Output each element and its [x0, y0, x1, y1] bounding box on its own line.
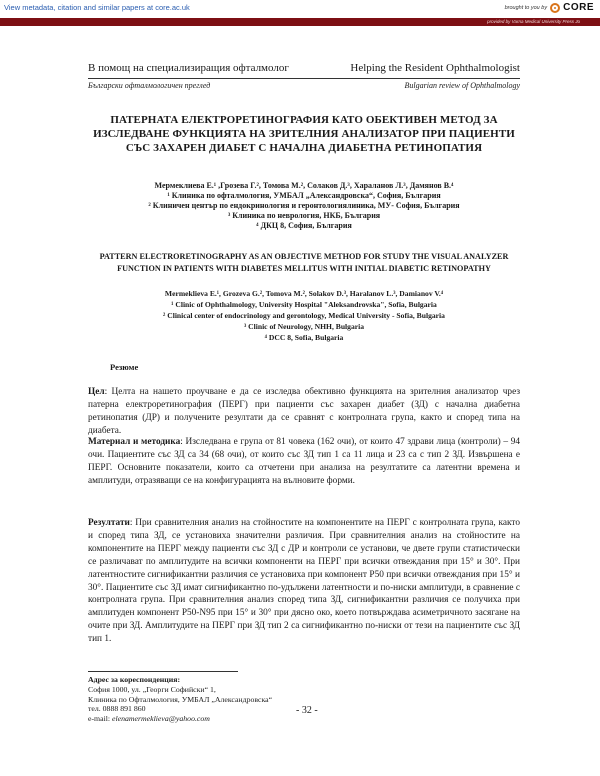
authors-bulgarian-block: [88, 181, 520, 231]
results-text: : При сравнителния анализ на стойностите на компонентите на ПЕРГ с контролната група, както и според типа ЗД, се установиха значителни различия. При сравнителния анализ на стойностите на компонентите на ПЕРГ между пациенти със ЗД с ДР и контроли се установи, че двете групи статистически се различават по амплитудите на всички компоненти на ПЕРГ при всички отвеждания при 15° и 30°. При латентностите сигнификантни различия се установиха при компонент P50 при всички отвеждания при 15° и 30°. Пациентите със ЗД имат сигнификантно по-удължени латентности и по-ниски амплитуди, в сравнение с контролната група. При сравнителния анализ според типа ЗД, сигнификантни различия се получиха при амплитуден компонент P50-N95 при 15° и 30° при дясно око, което потвърждава асиметричното засягане на очите при ЗД. Амплитудите на ПЕРГ при ЗД тип 2 са сигнификантно по-ниски от тези на пациентите със ЗД тип 1.: [88, 518, 520, 645]
methods-paragraph: [88, 436, 520, 488]
header-left-subtitle: Български офталмологичен преглед: [88, 81, 211, 90]
aim-paragraph: [88, 386, 520, 438]
correspondence-line-3: тел. 0888 891 860: [88, 704, 146, 714]
correspondence-email-row: [88, 714, 388, 724]
affiliation-en-2: ² Clinical center of endocrinology and gerontology, Medical University - Sofia, Bulgaria: [163, 311, 445, 320]
affiliation-en-4: ⁴ DCC 8, Sofia, Bulgaria: [264, 333, 344, 342]
affiliation-bg-1: ¹ Клиника по офталмология, УМБАЛ „Александровска“, София, България: [167, 191, 441, 200]
results-label: Резултати: [88, 518, 130, 528]
provider-text[interactable]: provided by Varna Medical University Press Jo: [487, 19, 580, 24]
aim-label: Цел: [88, 387, 105, 397]
correspondence-block: [88, 671, 388, 724]
methods-text: : Изследвана е група от 81 човека (162 очи), от които 47 здрави лица (контроли) – 94 очи. Пациентите със ЗД са 34 (68 очи), от които със ЗД тип 1 са 11 лица и 23 са с тип 2 ЗД. Извършена е ПЕРГ. Основните показатели, които са отчетени при анализа на резултатите са латентни времена и амплитуди, отразяващи се на конфигурацията на вълновите форми.: [88, 437, 520, 486]
affiliation-bg-3: ³ Клиника по неврология, НКБ, България: [227, 211, 381, 220]
email-label: e-mail:: [88, 714, 113, 724]
email-address[interactable]: elenamermeklieva@yahoo.com: [112, 714, 210, 724]
title-bulgarian: ПАТЕРНАТА ЕЛЕКТРОРЕТИНОГРАФИЯ КАТО ОБЕКТИВЕН МЕТОД ЗА ИЗСЛЕДВАНЕ ФУНКЦИЯТА НА ЗРИТЕЛНИЯ АНАЛИЗАТОР ПРИ ПАЦИЕНТИ СЪС ЗАХАРЕН ДИАБЕТ С НАЧАЛНА ДИАБЕТНА РЕТИНОПАТИЯ: [93, 114, 515, 154]
core-logo-icon: [550, 3, 560, 13]
running-header: [88, 62, 520, 90]
methods-label: Материал и методика: [88, 437, 181, 447]
core-metadata-link[interactable]: View metadata, citation and similar papers at core.ac.uk: [4, 3, 190, 12]
header-right-subtitle: Bulgarian review of Ophthalmology: [404, 81, 520, 90]
correspondence-title: Адрес за кореспонденция:: [88, 675, 181, 684]
title-english: PATTERN ELECTRORETINOGRAPHY AS AN OBJECTIVE METHOD FOR STUDY THE VISUAL ANALYZER FUNCTION IN PATIENTS WITH DIABETES MELLITUS WITH INITIAL DIABETIC RETINOPATHY: [99, 252, 509, 273]
affiliation-bg-4: ⁴ ДКЦ 8, София, България: [256, 221, 352, 230]
brought-by-text: brought to you by: [504, 4, 548, 11]
affiliation-en-3: ³ Clinic of Neurology, NHH, Bulgaria: [243, 322, 365, 331]
aim-text: : Целта на нашето проучване е да се изследва обективно функцията на зрителния анализатор чрез патерна електроретинография (ПЕРГ) при пациенти със захарен диабет (ЗД) с начална диабетна ретинопатия (ДР) и получените резултати да се сравнят с контролната група, както и според типа на диабета.: [88, 387, 520, 436]
core-banner: [0, 0, 600, 18]
affiliation-bg-2: ² Клиничен център по ендокринология и геронтологиялиника, МУ- София, България: [148, 201, 460, 210]
authors-english-block: [88, 288, 520, 343]
authors-bulgarian: Мермеклиева Е.¹ ,Грозева Г.², Томова М.², Солаков Д.³, Хараланов Л.³, Дамянов В.⁴: [154, 181, 454, 190]
header-divider: [88, 78, 520, 79]
abstract-heading: Резюме: [110, 362, 139, 372]
authors-english: Mermeklieva E.¹, Grozeva G.², Tomova M.², Solakov D.³, Haralanov L.³, Damianov V.⁴: [164, 289, 444, 298]
header-right-title: Helping the Resident Ophthalmologist: [350, 62, 520, 74]
results-paragraph: [88, 517, 520, 646]
correspondence-line-2: Клиника по Офталмология, УМБАЛ „Александровска“: [88, 694, 273, 704]
correspondence-divider: [88, 671, 238, 672]
core-branding: [505, 2, 594, 13]
header-left-title: В помощ на специализиращия офталмолог: [88, 62, 289, 74]
provider-strip: [0, 18, 600, 26]
core-logo[interactable]: CORE: [563, 2, 594, 13]
page-number: - 32 -: [296, 705, 318, 716]
affiliation-en-1: ¹ Clinic of Ophthalmology, University Hospital "Aleksandrovska", Sofia, Bulgaria: [171, 300, 437, 309]
correspondence-line-1: София 1000, ул. „Георги Софийски“ 1,: [88, 684, 216, 694]
